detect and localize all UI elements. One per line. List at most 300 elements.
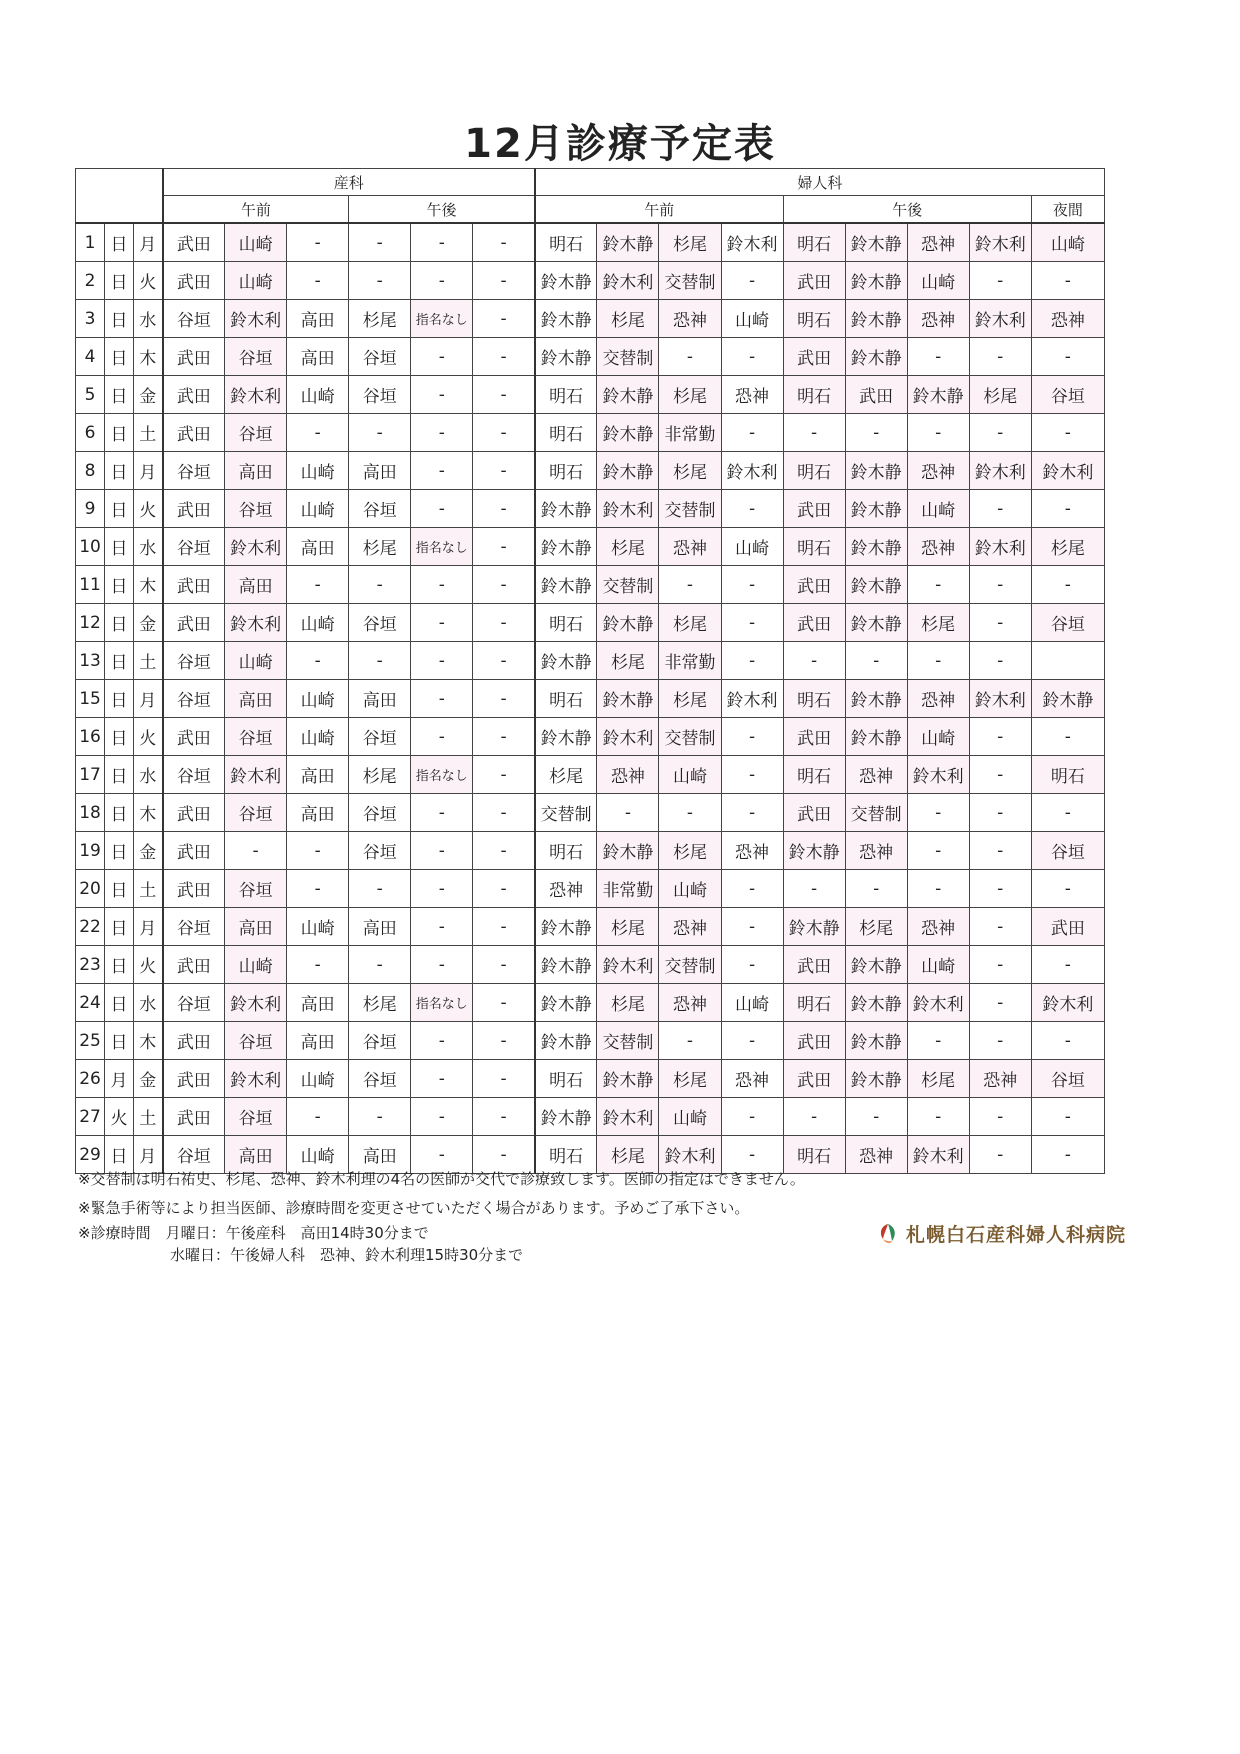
cell-sanka-am-3: - [287,870,349,908]
cell-fujinka-pm-2: 鈴木静 [845,984,907,1022]
cell-sanka-am-3: - [287,566,349,604]
cell-weekday-a: 日 [105,490,134,528]
cell-sanka-pm-1: 杉尾 [349,984,411,1022]
cell-date: 25 [76,1022,105,1060]
cell-fujinka-am-3: 杉尾 [659,1060,721,1098]
cell-weekday-a: 日 [105,300,134,338]
cell-sanka-pm-3: - [473,604,535,642]
cell-sanka-pm-3: - [473,832,535,870]
cell-fujinka-pm-3: 山崎 [907,490,969,528]
cell-sanka-pm-1: 谷垣 [349,490,411,528]
cell-sanka-am-1: 武田 [163,718,225,756]
cell-fujinka-pm-2: 鈴木静 [845,223,907,262]
cell-fujinka-am-3: - [659,1022,721,1060]
cell-fujinka-pm-4: - [969,870,1031,908]
cell-sanka-am-2: 山崎 [225,946,287,984]
cell-sanka-am-1: 武田 [163,414,225,452]
cell-fujinka-am-2: 鈴木利 [597,262,659,300]
cell-fujinka-night: - [1031,718,1104,756]
cell-fujinka-pm-2: 杉尾 [845,908,907,946]
cell-sanka-am-3: 山崎 [287,1060,349,1098]
cell-fujinka-pm-1: - [783,1098,845,1136]
cell-sanka-pm-3: - [473,718,535,756]
cell-sanka-am-3: 山崎 [287,718,349,756]
cell-sanka-pm-2: - [411,1022,473,1060]
cell-fujinka-am-3: 杉尾 [659,832,721,870]
cell-fujinka-am-4: - [721,1136,783,1174]
cell-fujinka-night [1031,642,1104,680]
cell-weekday-b: 月 [134,1136,163,1174]
cell-fujinka-am-1: 明石 [535,376,597,414]
cell-fujinka-am-2: 鈴木静 [597,832,659,870]
cell-fujinka-am-3: 非常勤 [659,642,721,680]
cell-sanka-pm-1: 谷垣 [349,794,411,832]
table-row [76,642,1105,680]
cell-sanka-pm-3: - [473,262,535,300]
table-row [76,414,1105,452]
cell-sanka-pm-1: - [349,1098,411,1136]
cell-sanka-pm-3: - [473,756,535,794]
cell-sanka-am-1: 谷垣 [163,1136,225,1174]
cell-sanka-pm-3: - [473,794,535,832]
cell-sanka-pm-3: - [473,452,535,490]
cell-weekday-a: 日 [105,452,134,490]
cell-fujinka-pm-4: - [969,642,1031,680]
cell-fujinka-pm-1: 明石 [783,680,845,718]
cell-fujinka-am-1: 鈴木静 [535,718,597,756]
cell-fujinka-pm-2: 交替制 [845,794,907,832]
cell-date: 19 [76,832,105,870]
cell-fujinka-pm-4: 鈴木利 [969,300,1031,338]
cell-fujinka-am-3: 交替制 [659,718,721,756]
cell-fujinka-am-4: - [721,1022,783,1060]
cell-sanka-pm-1: 高田 [349,1136,411,1174]
cell-fujinka-pm-1: 武田 [783,1022,845,1060]
cell-fujinka-pm-1: 武田 [783,338,845,376]
cell-fujinka-pm-2: 鈴木静 [845,718,907,756]
cell-sanka-pm-3: - [473,680,535,718]
cell-sanka-am-2: 山崎 [225,262,287,300]
cell-sanka-am-3: - [287,642,349,680]
cell-weekday-b: 金 [134,832,163,870]
cell-sanka-pm-3: - [473,984,535,1022]
cell-date: 11 [76,566,105,604]
cell-sanka-am-2: 谷垣 [225,490,287,528]
cell-sanka-pm-3: - [473,908,535,946]
cell-weekday-b: 火 [134,718,163,756]
cell-sanka-pm-2: - [411,414,473,452]
cell-fujinka-am-1: 鈴木静 [535,300,597,338]
cell-weekday-a: 日 [105,984,134,1022]
cell-date: 2 [76,262,105,300]
cell-date: 20 [76,870,105,908]
cell-fujinka-am-3: 鈴木利 [659,1136,721,1174]
cell-fujinka-pm-3: 杉尾 [907,1060,969,1098]
cell-weekday-a: 日 [105,832,134,870]
cell-sanka-pm-2: - [411,680,473,718]
cell-fujinka-pm-1: 明石 [783,984,845,1022]
cell-fujinka-night: - [1031,338,1104,376]
cell-fujinka-am-3: 恐神 [659,984,721,1022]
header-dept-fujinka: 婦人科 [535,169,1105,196]
cell-fujinka-am-2: 杉尾 [597,528,659,566]
cell-fujinka-night: - [1031,1022,1104,1060]
cell-fujinka-pm-4: - [969,1136,1031,1174]
cell-fujinka-am-1: 恐神 [535,870,597,908]
cell-weekday-b: 金 [134,604,163,642]
cell-fujinka-pm-1: - [783,642,845,680]
cell-fujinka-pm-3: - [907,1022,969,1060]
cell-fujinka-pm-2: - [845,870,907,908]
cell-fujinka-am-4: - [721,414,783,452]
cell-weekday-b: 土 [134,414,163,452]
cell-fujinka-night: 鈴木利 [1031,452,1104,490]
cell-fujinka-night: - [1031,946,1104,984]
cell-fujinka-pm-3: 恐神 [907,908,969,946]
cell-weekday-a: 月 [105,1060,134,1098]
cell-sanka-am-2: 谷垣 [225,338,287,376]
cell-date: 22 [76,908,105,946]
cell-fujinka-am-2: 鈴木利 [597,1098,659,1136]
cell-sanka-pm-2: - [411,1136,473,1174]
cell-sanka-pm-2: 指名なし [411,528,473,566]
cell-fujinka-pm-1: 明石 [783,452,845,490]
cell-sanka-pm-2: - [411,376,473,414]
cell-fujinka-pm-3: 鈴木静 [907,376,969,414]
cell-fujinka-am-3: 山崎 [659,756,721,794]
cell-fujinka-am-4: - [721,870,783,908]
cell-fujinka-am-3: 交替制 [659,490,721,528]
note-kotaisei: ※交替制は明石祐史、杉尾、恐神、鈴木利理の4名の医師が交代で診療致します。医師の指定はできません。 [78,1170,805,1188]
cell-fujinka-night: 谷垣 [1031,604,1104,642]
cell-sanka-am-2: 山崎 [225,642,287,680]
cell-fujinka-am-4: 山崎 [721,528,783,566]
table-row [76,984,1105,1022]
cell-fujinka-am-1: 鈴木静 [535,566,597,604]
cell-fujinka-am-3: 恐神 [659,908,721,946]
cell-weekday-a: 日 [105,908,134,946]
cell-fujinka-pm-2: 鈴木静 [845,604,907,642]
cell-fujinka-am-4: 恐神 [721,1060,783,1098]
cell-fujinka-pm-2: 鈴木静 [845,452,907,490]
cell-fujinka-pm-2: 恐神 [845,756,907,794]
cell-sanka-am-1: 谷垣 [163,452,225,490]
cell-sanka-am-3: 高田 [287,984,349,1022]
cell-sanka-pm-2: - [411,604,473,642]
cell-sanka-am-3: - [287,946,349,984]
cell-fujinka-pm-2: 鈴木静 [845,300,907,338]
cell-fujinka-am-2: 鈴木静 [597,680,659,718]
cell-sanka-pm-3: - [473,376,535,414]
cell-fujinka-am-4: 恐神 [721,376,783,414]
cell-weekday-a: 日 [105,870,134,908]
cell-fujinka-night: - [1031,1098,1104,1136]
cell-fujinka-am-3: 交替制 [659,262,721,300]
cell-fujinka-am-1: 鈴木静 [535,338,597,376]
cell-sanka-pm-3: - [473,1060,535,1098]
cell-sanka-am-2: 谷垣 [225,1022,287,1060]
cell-sanka-am-3: 高田 [287,756,349,794]
cell-fujinka-am-2: 杉尾 [597,1136,659,1174]
cell-sanka-pm-1: 杉尾 [349,528,411,566]
cell-sanka-am-1: 武田 [163,1022,225,1060]
cell-fujinka-am-4: - [721,1098,783,1136]
cell-weekday-b: 火 [134,490,163,528]
cell-fujinka-am-1: 明石 [535,604,597,642]
cell-fujinka-pm-4: 鈴木利 [969,452,1031,490]
cell-fujinka-pm-1: 明石 [783,756,845,794]
cell-sanka-pm-3: - [473,414,535,452]
cell-sanka-pm-3: - [473,1136,535,1174]
cell-weekday-a: 日 [105,262,134,300]
cell-fujinka-pm-3: - [907,1098,969,1136]
cell-fujinka-night: - [1031,262,1104,300]
cell-sanka-pm-3: - [473,300,535,338]
cell-date: 18 [76,794,105,832]
cell-sanka-pm-1: - [349,262,411,300]
cell-weekday-b: 金 [134,376,163,414]
cell-fujinka-am-2: - [597,794,659,832]
cell-sanka-am-3: - [287,262,349,300]
cell-sanka-am-3: 山崎 [287,376,349,414]
table-row [76,794,1105,832]
cell-fujinka-am-2: 鈴木利 [597,490,659,528]
hospital-logo-icon [876,1222,900,1246]
cell-fujinka-pm-3: 山崎 [907,262,969,300]
cell-weekday-a: 日 [105,680,134,718]
cell-sanka-am-1: 武田 [163,376,225,414]
cell-sanka-pm-1: - [349,870,411,908]
cell-fujinka-pm-4: - [969,566,1031,604]
cell-sanka-pm-1: - [349,946,411,984]
cell-fujinka-am-2: 交替制 [597,1022,659,1060]
cell-sanka-am-1: 谷垣 [163,528,225,566]
cell-fujinka-am-1: 鈴木静 [535,642,597,680]
cell-sanka-am-1: 谷垣 [163,984,225,1022]
table-row [76,832,1105,870]
cell-fujinka-pm-4: 杉尾 [969,376,1031,414]
cell-weekday-b: 月 [134,223,163,262]
cell-sanka-pm-2: - [411,338,473,376]
cell-fujinka-am-1: 交替制 [535,794,597,832]
cell-fujinka-am-3: 杉尾 [659,604,721,642]
cell-fujinka-pm-1: - [783,414,845,452]
cell-sanka-am-3: 山崎 [287,908,349,946]
note-emergency: ※緊急手術等により担当医師、診療時間を変更させていただく場合があります。予めご了承下さい。 [78,1199,750,1217]
cell-sanka-am-3: - [287,1098,349,1136]
cell-weekday-b: 水 [134,756,163,794]
cell-fujinka-night: 恐神 [1031,300,1104,338]
cell-fujinka-pm-1: 明石 [783,223,845,262]
table-row [76,1060,1105,1098]
cell-date: 5 [76,376,105,414]
cell-fujinka-am-3: 交替制 [659,946,721,984]
cell-sanka-pm-3: - [473,566,535,604]
cell-fujinka-pm-3: 恐神 [907,223,969,262]
cell-fujinka-pm-2: 鈴木静 [845,490,907,528]
cell-sanka-pm-3: - [473,1022,535,1060]
cell-sanka-pm-2: - [411,566,473,604]
cell-sanka-am-1: 武田 [163,223,225,262]
cell-fujinka-am-2: 杉尾 [597,984,659,1022]
cell-date: 1 [76,223,105,262]
cell-sanka-am-2: 鈴木利 [225,1060,287,1098]
cell-sanka-am-2: 鈴木利 [225,604,287,642]
cell-sanka-am-2: 高田 [225,452,287,490]
cell-fujinka-night: 谷垣 [1031,376,1104,414]
table-row [76,376,1105,414]
cell-fujinka-am-4: - [721,566,783,604]
cell-weekday-b: 金 [134,1060,163,1098]
cell-sanka-pm-2: - [411,908,473,946]
cell-date: 16 [76,718,105,756]
cell-fujinka-pm-4: - [969,338,1031,376]
cell-fujinka-am-3: 恐神 [659,300,721,338]
cell-fujinka-pm-1: 武田 [783,794,845,832]
cell-date: 27 [76,1098,105,1136]
cell-fujinka-am-1: 明石 [535,452,597,490]
cell-date: 12 [76,604,105,642]
cell-fujinka-pm-4: - [969,490,1031,528]
cell-sanka-pm-1: 谷垣 [349,832,411,870]
cell-fujinka-pm-2: 恐神 [845,832,907,870]
cell-sanka-am-1: 谷垣 [163,642,225,680]
cell-fujinka-pm-2: 鈴木静 [845,262,907,300]
cell-fujinka-am-1: 明石 [535,1060,597,1098]
cell-sanka-am-1: 武田 [163,604,225,642]
cell-fujinka-am-1: 鈴木静 [535,908,597,946]
cell-sanka-pm-3: - [473,223,535,262]
cell-fujinka-pm-2: 武田 [845,376,907,414]
cell-fujinka-am-4: 山崎 [721,984,783,1022]
cell-fujinka-am-3: 山崎 [659,870,721,908]
cell-weekday-a: 日 [105,528,134,566]
cell-weekday-b: 土 [134,1098,163,1136]
cell-fujinka-pm-3: 山崎 [907,718,969,756]
cell-date: 17 [76,756,105,794]
cell-sanka-am-2: 鈴木利 [225,984,287,1022]
cell-fujinka-pm-4: - [969,718,1031,756]
cell-weekday-b: 月 [134,680,163,718]
table-row [76,490,1105,528]
cell-fujinka-am-2: 杉尾 [597,908,659,946]
cell-fujinka-night: 武田 [1031,908,1104,946]
cell-sanka-am-1: 武田 [163,832,225,870]
cell-fujinka-am-4: 山崎 [721,300,783,338]
cell-sanka-am-2: - [225,832,287,870]
cell-fujinka-pm-3: - [907,566,969,604]
cell-fujinka-pm-2: - [845,642,907,680]
cell-fujinka-pm-4: 鈴木利 [969,680,1031,718]
cell-sanka-pm-1: - [349,414,411,452]
cell-fujinka-am-3: - [659,794,721,832]
cell-date: 10 [76,528,105,566]
cell-weekday-a: 火 [105,1098,134,1136]
cell-sanka-pm-1: 高田 [349,452,411,490]
cell-fujinka-pm-1: 明石 [783,528,845,566]
cell-weekday-a: 日 [105,756,134,794]
table-row [76,566,1105,604]
table-row [76,300,1105,338]
header-fujinka-am: 午前 [535,196,783,224]
header-sanka-am: 午前 [163,196,349,224]
cell-fujinka-am-2: 鈴木静 [597,604,659,642]
cell-weekday-b: 水 [134,984,163,1022]
cell-fujinka-am-1: 明石 [535,680,597,718]
cell-fujinka-pm-1: 武田 [783,604,845,642]
cell-weekday-a: 日 [105,1022,134,1060]
hospital-name: 札幌白石産科婦人科病院 [906,1224,1127,1246]
cell-sanka-am-1: 武田 [163,338,225,376]
cell-date: 3 [76,300,105,338]
cell-fujinka-am-1: 明石 [535,1136,597,1174]
cell-sanka-pm-2: - [411,870,473,908]
cell-fujinka-night: 谷垣 [1031,1060,1104,1098]
note-hours-wednesday: 水曜日：午後婦人科 恐神、鈴木利理15時30分まで [170,1246,524,1264]
cell-sanka-am-3: 高田 [287,338,349,376]
cell-fujinka-am-4: - [721,490,783,528]
cell-fujinka-am-4: - [721,946,783,984]
cell-sanka-am-2: 鈴木利 [225,376,287,414]
table-row [76,338,1105,376]
cell-fujinka-am-1: 鈴木静 [535,262,597,300]
cell-fujinka-pm-4: 恐神 [969,1060,1031,1098]
cell-fujinka-pm-3: 鈴木利 [907,1136,969,1174]
cell-fujinka-pm-3: - [907,794,969,832]
cell-fujinka-pm-3: - [907,414,969,452]
cell-date: 6 [76,414,105,452]
cell-fujinka-pm-2: 鈴木静 [845,1022,907,1060]
cell-sanka-pm-3: - [473,1098,535,1136]
cell-fujinka-am-3: 杉尾 [659,376,721,414]
cell-fujinka-pm-3: - [907,832,969,870]
cell-fujinka-night: - [1031,870,1104,908]
cell-weekday-b: 火 [134,946,163,984]
cell-weekday-b: 木 [134,566,163,604]
cell-fujinka-pm-4: - [969,1098,1031,1136]
cell-fujinka-am-4: - [721,262,783,300]
cell-fujinka-am-4: 鈴木利 [721,680,783,718]
cell-weekday-a: 日 [105,338,134,376]
page-title: 12月診療予定表 [464,121,776,167]
cell-fujinka-pm-1: 武田 [783,262,845,300]
cell-sanka-am-2: 高田 [225,680,287,718]
cell-fujinka-pm-3: 杉尾 [907,604,969,642]
cell-sanka-am-1: 谷垣 [163,300,225,338]
cell-sanka-pm-2: - [411,223,473,262]
cell-date: 26 [76,1060,105,1098]
cell-fujinka-pm-3: 恐神 [907,452,969,490]
cell-weekday-b: 木 [134,1022,163,1060]
cell-sanka-pm-1: 杉尾 [349,300,411,338]
cell-sanka-am-1: 武田 [163,490,225,528]
cell-date: 24 [76,984,105,1022]
cell-fujinka-pm-2: - [845,414,907,452]
cell-fujinka-am-2: 鈴木静 [597,376,659,414]
hospital-logo [876,1220,1126,1247]
cell-fujinka-am-1: 鈴木静 [535,1022,597,1060]
cell-fujinka-pm-3: - [907,870,969,908]
cell-sanka-pm-3: - [473,946,535,984]
table-row [76,718,1105,756]
cell-fujinka-pm-2: - [845,1098,907,1136]
cell-sanka-pm-2: - [411,794,473,832]
cell-fujinka-pm-3: - [907,642,969,680]
cell-fujinka-pm-2: 鈴木静 [845,680,907,718]
cell-fujinka-pm-4: - [969,794,1031,832]
cell-sanka-pm-3: - [473,490,535,528]
cell-fujinka-pm-2: 恐神 [845,1136,907,1174]
